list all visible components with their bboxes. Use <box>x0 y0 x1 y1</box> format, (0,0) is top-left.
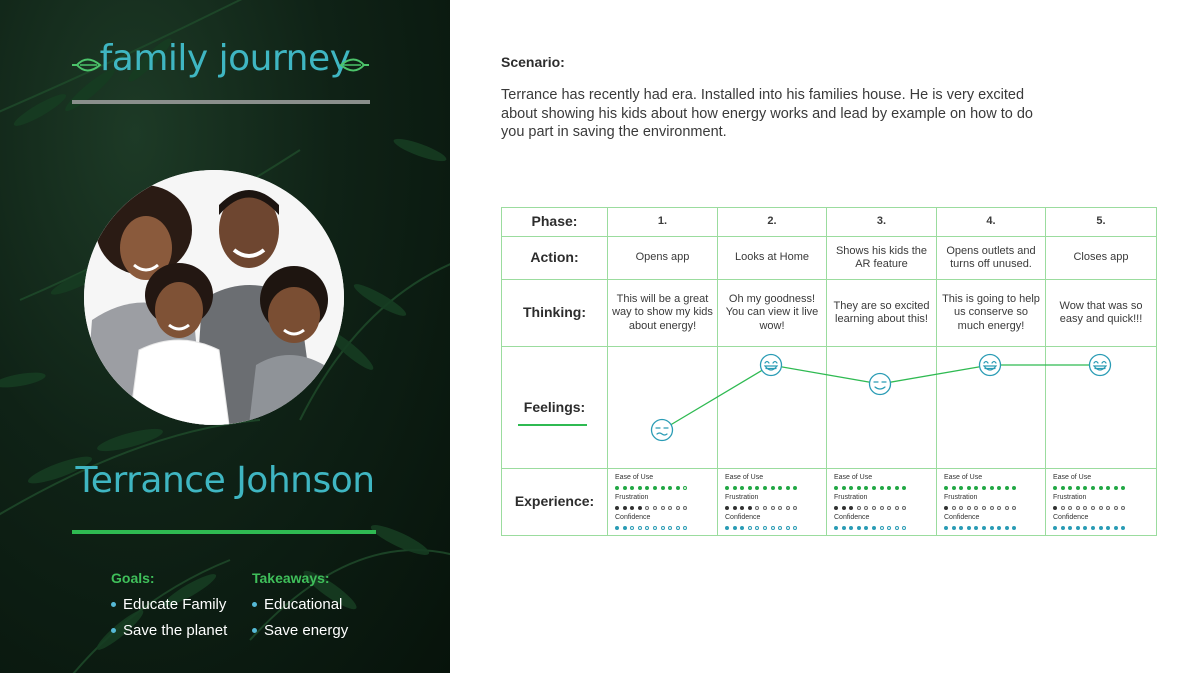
rating-dot <box>872 506 876 510</box>
rating-dot <box>982 486 986 490</box>
family-photo <box>84 170 344 425</box>
rating-dot <box>944 506 948 510</box>
rating-dot <box>990 486 994 490</box>
rating-dot <box>895 526 899 530</box>
rating-dot <box>1076 486 1080 490</box>
rating-dot <box>834 486 838 490</box>
persona-panel <box>0 0 450 673</box>
rating-dot <box>638 486 642 490</box>
journey-map-table <box>501 207 1157 536</box>
rating-dot <box>771 506 775 510</box>
rating-dot <box>755 526 759 530</box>
goals-list <box>111 596 227 648</box>
rating-dot <box>668 486 672 490</box>
rating-dot <box>1005 486 1009 490</box>
rating-dot <box>740 526 744 530</box>
rating-dot <box>1076 506 1080 510</box>
rating-dot <box>778 486 782 490</box>
rating-dot <box>755 506 759 510</box>
rating-dot <box>864 506 868 510</box>
table-row <box>502 237 1157 280</box>
table-row <box>502 208 1157 237</box>
rating-dot <box>959 486 963 490</box>
thinking-cell: This will be a great way to show my kids about energy! <box>608 280 718 347</box>
rating-dot <box>902 506 906 510</box>
takeaways-heading: Takeaways: <box>252 570 330 586</box>
rating-dot <box>645 526 649 530</box>
phase-number: 5. <box>1046 208 1157 237</box>
rating-dot <box>997 486 1001 490</box>
rating-dots <box>944 502 1045 514</box>
thinking-cell: Wow that was so easy and quick!!! <box>1046 280 1157 347</box>
rating-dot <box>982 506 986 510</box>
rating-dot <box>793 526 797 530</box>
experience-metric-label: Confidence <box>725 514 761 521</box>
rating-dot <box>793 486 797 490</box>
rating-dot <box>683 506 687 510</box>
thinking-cell: Oh my goodness! You can view it live wow! <box>718 280 827 347</box>
rating-dot <box>1012 526 1016 530</box>
action-cell: Opens outlets and turns off unused. <box>937 237 1046 280</box>
rating-dot <box>997 526 1001 530</box>
page-title: family journey <box>99 38 351 79</box>
experience-metric-label: Ease of Use <box>615 474 654 481</box>
rating-dot <box>880 526 884 530</box>
rating-dot <box>1083 526 1087 530</box>
rating-dot <box>857 486 861 490</box>
rating-dot <box>740 486 744 490</box>
experience-cell <box>718 469 827 536</box>
table-row <box>502 347 1157 469</box>
rating-dot <box>623 526 627 530</box>
table-row <box>502 469 1157 536</box>
rating-dot <box>733 506 737 510</box>
thinking-cell: They are so excited learning about this! <box>827 280 937 347</box>
experience-metric-label: Frustration <box>1053 494 1087 501</box>
rating-dot <box>1091 526 1095 530</box>
rating-dot <box>676 486 680 490</box>
title-divider <box>72 100 370 104</box>
rating-dot <box>872 526 876 530</box>
rating-dot <box>668 506 672 510</box>
rating-dots <box>1053 502 1156 514</box>
rating-dot <box>653 486 657 490</box>
table-row <box>502 280 1157 347</box>
rating-dot <box>895 506 899 510</box>
rating-dot <box>661 506 665 510</box>
rating-dot <box>1053 526 1057 530</box>
rating-dot <box>1053 506 1057 510</box>
action-cell: Looks at Home <box>718 237 827 280</box>
experience-metric-label: Frustration <box>834 494 868 501</box>
rating-dot <box>952 486 956 490</box>
rating-dot <box>842 486 846 490</box>
rating-dot <box>733 486 737 490</box>
experience-metric-label: Ease of Use <box>1053 474 1092 481</box>
rating-dot <box>740 506 744 510</box>
experience-label: Experience: <box>502 469 608 536</box>
rating-dot <box>786 486 790 490</box>
rating-dots <box>834 502 936 514</box>
rating-dot <box>864 526 868 530</box>
rating-dot <box>967 526 971 530</box>
rating-dot <box>1099 506 1103 510</box>
rating-dot <box>615 506 619 510</box>
rating-dots <box>834 522 936 534</box>
rating-dot <box>778 506 782 510</box>
rating-dot <box>786 526 790 530</box>
experience-metric-label: Confidence <box>615 514 651 521</box>
rating-dots <box>615 502 717 514</box>
action-label: Action: <box>502 237 608 280</box>
rating-dot <box>1121 486 1125 490</box>
rating-dot <box>944 526 948 530</box>
rating-dot <box>615 526 619 530</box>
action-cell: Shows his kids the AR feature <box>827 237 937 280</box>
rating-dot <box>997 506 1001 510</box>
rating-dot <box>1061 526 1065 530</box>
rating-dot <box>748 526 752 530</box>
rating-dot <box>1114 506 1118 510</box>
rating-dot <box>661 526 665 530</box>
rating-dot <box>974 526 978 530</box>
phase-number: 1. <box>608 208 718 237</box>
experience-metric-label: Confidence <box>1053 514 1089 521</box>
rating-dot <box>902 526 906 530</box>
phase-number: 2. <box>718 208 827 237</box>
thinking-label: Thinking: <box>502 280 608 347</box>
rating-dot <box>952 506 956 510</box>
rating-dot <box>834 526 838 530</box>
rating-dot <box>1061 486 1065 490</box>
rating-dot <box>864 486 868 490</box>
feelings-underline <box>518 424 587 426</box>
scenario-heading: Scenario: <box>501 54 565 70</box>
takeaways-list <box>252 596 348 648</box>
rating-dot <box>763 486 767 490</box>
experience-cell <box>827 469 937 536</box>
feeling-cell <box>937 347 1046 469</box>
rating-dot <box>887 526 891 530</box>
rating-dot <box>615 486 619 490</box>
rating-dot <box>645 506 649 510</box>
rating-dot <box>1068 486 1072 490</box>
rating-dot <box>630 506 634 510</box>
rating-dot <box>849 526 853 530</box>
rating-dot <box>1053 486 1057 490</box>
rating-dot <box>880 486 884 490</box>
rating-dot <box>661 486 665 490</box>
rating-dot <box>683 486 687 490</box>
phase-number: 3. <box>827 208 937 237</box>
rating-dot <box>967 486 971 490</box>
feelings-label <box>502 347 608 469</box>
action-cell: Closes app <box>1046 237 1157 280</box>
rating-dot <box>771 486 775 490</box>
list-item: Save energy <box>252 622 348 648</box>
rating-dot <box>748 486 752 490</box>
rating-dot <box>872 486 876 490</box>
rating-dot <box>1091 486 1095 490</box>
rating-dot <box>623 506 627 510</box>
rating-dot <box>1068 506 1072 510</box>
rating-dot <box>668 526 672 530</box>
rating-dot <box>733 526 737 530</box>
rating-dot <box>653 506 657 510</box>
list-item: Educational <box>252 596 348 622</box>
rating-dot <box>842 526 846 530</box>
rating-dot <box>638 506 642 510</box>
feeling-cell <box>1046 347 1157 469</box>
rating-dot <box>645 486 649 490</box>
rating-dots <box>944 482 1045 494</box>
rating-dot <box>857 526 861 530</box>
phase-number: 4. <box>937 208 1046 237</box>
list-item: Save the planet <box>111 622 227 648</box>
rating-dot <box>683 526 687 530</box>
experience-metric-label: Ease of Use <box>834 474 873 481</box>
rating-dot <box>1083 506 1087 510</box>
rating-dot <box>967 506 971 510</box>
rating-dot <box>842 506 846 510</box>
rating-dot <box>630 486 634 490</box>
rating-dot <box>1012 506 1016 510</box>
rating-dot <box>959 526 963 530</box>
rating-dot <box>793 506 797 510</box>
rating-dot <box>676 526 680 530</box>
feeling-cell <box>718 347 827 469</box>
rating-dot <box>982 526 986 530</box>
feeling-cell <box>827 347 937 469</box>
experience-metric-label: Frustration <box>944 494 978 501</box>
rating-dot <box>1005 526 1009 530</box>
rating-dot <box>849 486 853 490</box>
rating-dot <box>1099 486 1103 490</box>
rating-dots <box>1053 522 1156 534</box>
rating-dot <box>1106 486 1110 490</box>
rating-dot <box>944 486 948 490</box>
rating-dot <box>902 486 906 490</box>
experience-metric-label: Frustration <box>615 494 649 501</box>
rating-dot <box>1012 486 1016 490</box>
rating-dot <box>1106 526 1110 530</box>
rating-dot <box>1083 486 1087 490</box>
rating-dot <box>880 506 884 510</box>
rating-dot <box>778 526 782 530</box>
rating-dot <box>887 486 891 490</box>
rating-dot <box>857 506 861 510</box>
thinking-cell: This is going to help us conserve so much energy! <box>937 280 1046 347</box>
list-item: Educate Family <box>111 596 227 622</box>
experience-metric-label: Ease of Use <box>725 474 764 481</box>
rating-dot <box>725 486 729 490</box>
rating-dots <box>725 502 826 514</box>
rating-dot <box>1106 506 1110 510</box>
rating-dot <box>990 526 994 530</box>
experience-cell <box>937 469 1046 536</box>
rating-dot <box>1068 526 1072 530</box>
rating-dots <box>834 482 936 494</box>
rating-dot <box>1091 506 1095 510</box>
feeling-cell <box>608 347 718 469</box>
rating-dot <box>653 526 657 530</box>
rating-dots <box>615 482 717 494</box>
rating-dot <box>952 526 956 530</box>
rating-dot <box>1121 526 1125 530</box>
rating-dots <box>1053 482 1156 494</box>
rating-dot <box>1114 486 1118 490</box>
rating-dots <box>944 522 1045 534</box>
rating-dot <box>1076 526 1080 530</box>
leaf-icon <box>339 54 369 76</box>
rating-dot <box>630 526 634 530</box>
phase-label: Phase: <box>502 208 608 237</box>
rating-dot <box>887 506 891 510</box>
rating-dot <box>1099 526 1103 530</box>
rating-dot <box>638 526 642 530</box>
rating-dot <box>786 506 790 510</box>
rating-dot <box>990 506 994 510</box>
persona-name: Terrance Johnson <box>75 460 375 501</box>
name-divider <box>72 530 376 534</box>
rating-dot <box>1061 506 1065 510</box>
experience-metric-label: Ease of Use <box>944 474 983 481</box>
feelings-label-text: Feelings: <box>523 398 586 415</box>
rating-dot <box>1114 526 1118 530</box>
rating-dot <box>849 506 853 510</box>
rating-dot <box>895 486 899 490</box>
rating-dots <box>615 522 717 534</box>
rating-dot <box>974 486 978 490</box>
rating-dot <box>748 506 752 510</box>
rating-dots <box>725 482 826 494</box>
rating-dot <box>974 506 978 510</box>
rating-dot <box>1005 506 1009 510</box>
rating-dot <box>725 526 729 530</box>
experience-cell <box>1046 469 1157 536</box>
goals-heading: Goals: <box>111 570 155 586</box>
action-cell: Opens app <box>608 237 718 280</box>
rating-dots <box>725 522 826 534</box>
rating-dot <box>725 506 729 510</box>
scenario-text: Terrance has recently had era. Installed into his families house. He is very excited about showing his kids about how energy works and lead by example on how to do you part in saving the environment. <box>501 87 1033 140</box>
rating-dot <box>834 506 838 510</box>
rating-dot <box>959 506 963 510</box>
rating-dot <box>771 526 775 530</box>
experience-metric-label: Confidence <box>834 514 870 521</box>
rating-dot <box>1121 506 1125 510</box>
rating-dot <box>763 526 767 530</box>
rating-dot <box>623 486 627 490</box>
rating-dot <box>755 486 759 490</box>
rating-dot <box>763 506 767 510</box>
experience-metric-label: Frustration <box>725 494 759 501</box>
experience-cell <box>608 469 718 536</box>
experience-metric-label: Confidence <box>944 514 980 521</box>
rating-dot <box>676 506 680 510</box>
